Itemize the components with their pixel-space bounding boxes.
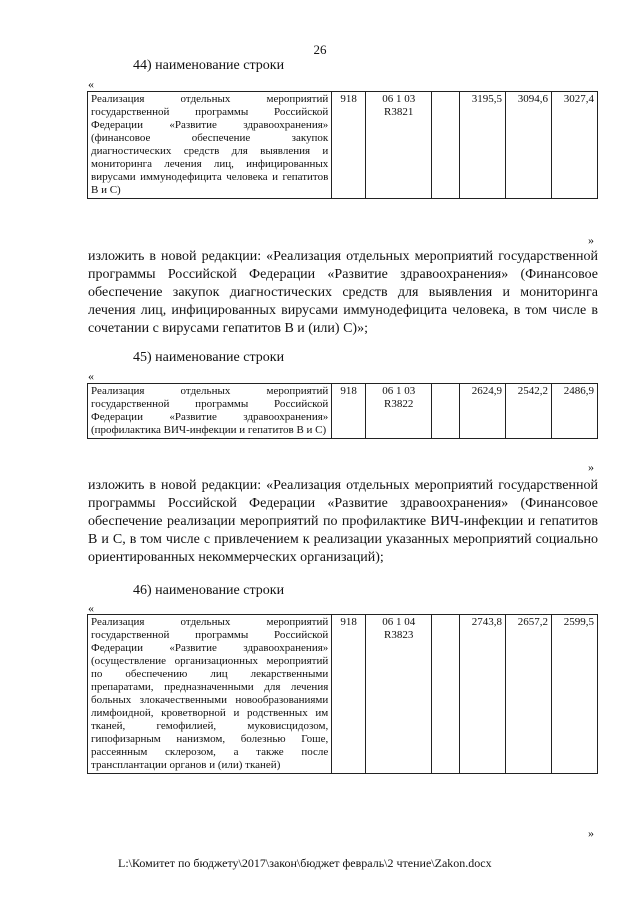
row-blank <box>432 615 460 774</box>
table-row <box>88 92 598 199</box>
section-45-table <box>87 383 598 439</box>
section-45-heading: 45) наименование строки <box>133 350 285 365</box>
page-number: 26 <box>313 42 327 57</box>
section-44-heading: 44) наименование строки <box>133 58 285 73</box>
section-44-quote-close: » <box>588 233 594 247</box>
row-value-2: 2657,2 <box>505 615 551 774</box>
row-name: Реализация отдельных мероприятий государственной программы Российской Федерации «Развитие здравоохранения» (финансовое обеспечение закупок диагностических средств для выявления и мониторинга лечения лиц, инфицированных вирусами иммунодефицита человека и гепатитов В и С) <box>88 92 332 199</box>
row-grbs: 918 <box>332 615 366 774</box>
table-row <box>88 615 598 774</box>
row-code-part2: R3823 <box>384 629 414 641</box>
row-name: Реализация отдельных мероприятий государственной программы Российской Федерации «Развитие здравоохранения» (профилактика ВИЧ-инфекции и гепатитов В и С) <box>88 384 332 439</box>
section-45-new-text: изложить в новой редакции: «Реализация отдельных мероприятий государственной программы Российской Федерации «Развитие здравоохранения» (Финансовое обеспечение реализации мероприятий по профилактике ВИЧ-инфекции и гепатитов В и С, в том числе с привлечением к реализации указанных мероприятий социально ориентированных некоммерческих организаций); <box>88 478 598 565</box>
row-grbs: 918 <box>332 92 366 199</box>
section-44-new-text: изложить в новой редакции: «Реализация отдельных мероприятий государственной программы Российской Федерации «Развитие здравоохранения» (Финансовое обеспечение закупок диагностических средств для выявления и мониторинга лечения лиц, инфицированных вирусами иммунодефицита человека, в том числе в сочетании с вирусами гепатитов В и (или) С)»; <box>88 249 598 336</box>
section-46-heading: 46) наименование строки <box>133 583 285 598</box>
row-code-part2: R3821 <box>384 106 414 118</box>
row-code <box>365 384 431 439</box>
row-value-1: 3195,5 <box>460 92 506 199</box>
section-46-table <box>87 614 598 774</box>
row-value-1: 2624,9 <box>460 384 506 439</box>
row-blank <box>432 92 460 199</box>
row-code-part1: 06 1 03 <box>382 93 416 105</box>
row-code-part1: 06 1 04 <box>382 616 416 628</box>
row-code <box>365 92 431 199</box>
section-45-quote-open: « <box>88 369 94 383</box>
section-44-quote-open: « <box>88 77 94 91</box>
row-code-part1: 06 1 03 <box>382 385 416 397</box>
table-row <box>88 384 598 439</box>
row-name: Реализация отдельных мероприятий государственной программы Российской Федерации «Развитие здравоохранения» (осуществление организационных мероприятий по обеспечению лиц лекарственными препаратами, предназначенными для лечения больных злокачественными новообразованиями лимфоидной, кроветворной и родственных им тканей, гемофилией, муковисцидозом, гипофизарным нанизмом, болезнью Гоше, рассеянным склерозом, а также после трансплантации органов и (или) тканей) <box>88 615 332 774</box>
row-value-3: 3027,4 <box>551 92 597 199</box>
row-value-3: 2486,9 <box>551 384 597 439</box>
row-value-1: 2743,8 <box>460 615 506 774</box>
row-code <box>365 615 431 774</box>
section-46-quote-close: » <box>588 826 594 840</box>
row-value-2: 3094,6 <box>505 92 551 199</box>
section-46-quote-open: « <box>88 601 94 615</box>
row-value-2: 2542,2 <box>505 384 551 439</box>
footer-file-path: L:\Комитет по бюджету\2017\закон\бюджет февраль\2 чтение\Zakon.docx <box>118 856 492 870</box>
section-44-table <box>87 91 598 199</box>
row-blank <box>432 384 460 439</box>
row-code-part2: R3822 <box>384 398 414 410</box>
row-value-3: 2599,5 <box>551 615 597 774</box>
row-grbs: 918 <box>332 384 366 439</box>
section-45-quote-close: » <box>588 460 594 474</box>
